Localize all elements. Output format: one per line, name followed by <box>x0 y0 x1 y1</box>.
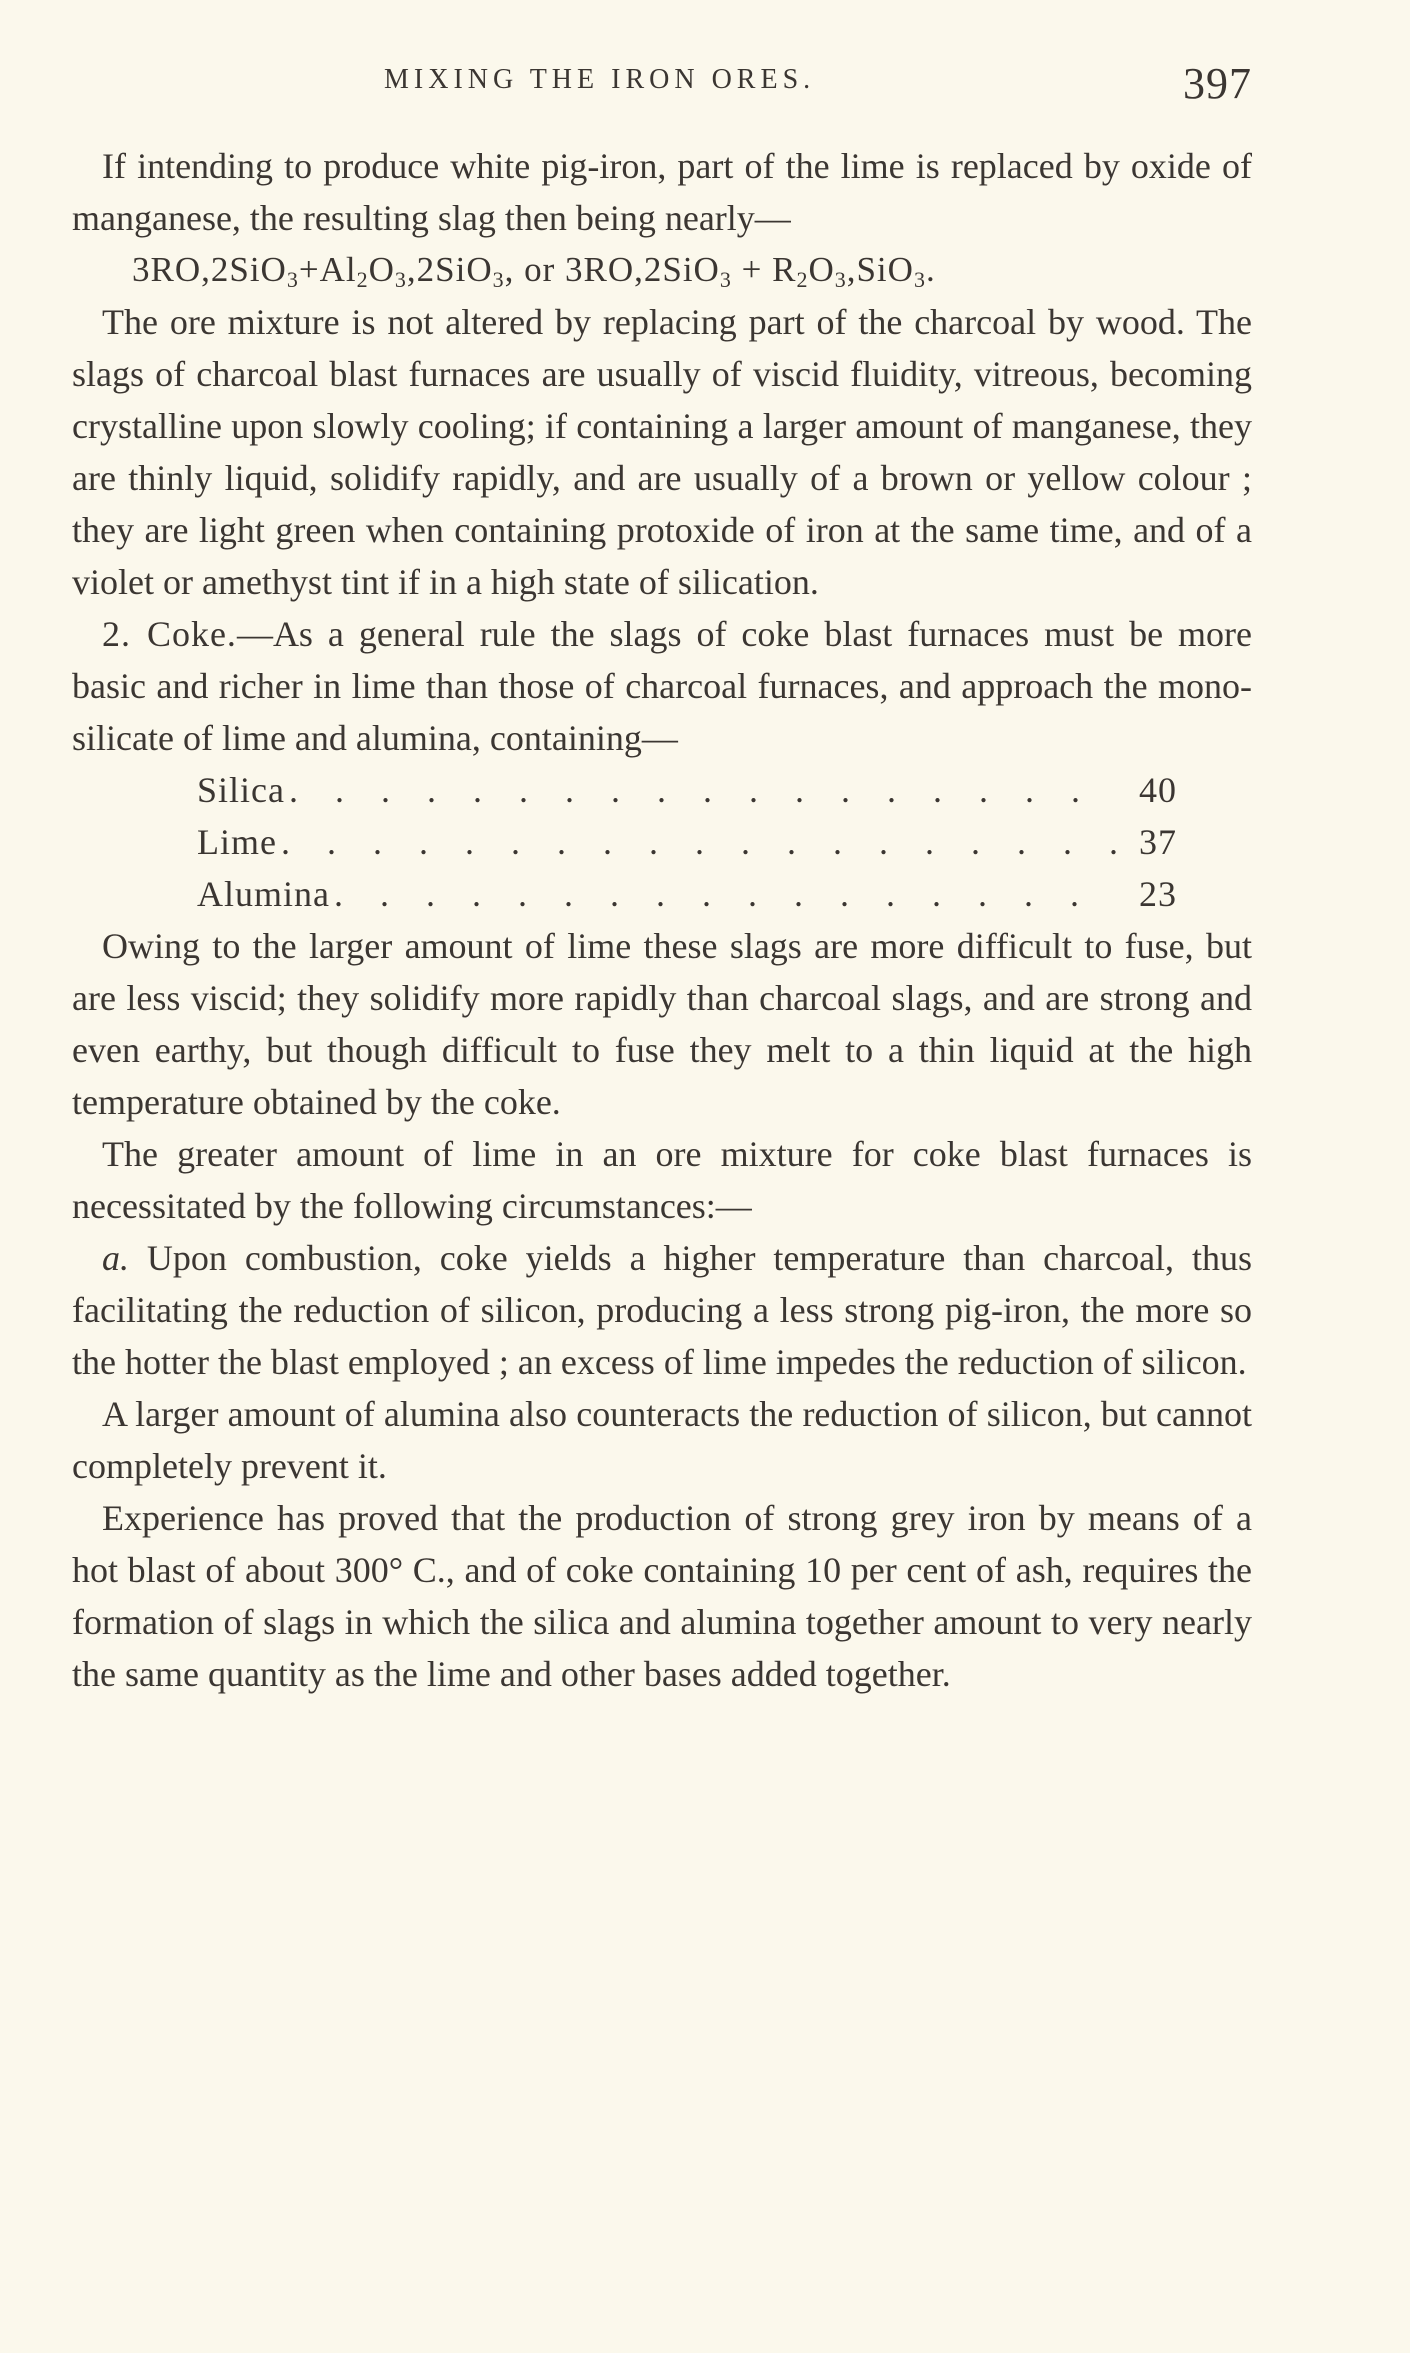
paragraph-lime-effects: Owing to the larger amount of lime these slags are more difficult to fuse, but are less viscid; they solidify more rapidly than charcoal slags, and are strong and even earthy, but though difficult to fuse they melt to a thin liquid at the high temperature obtained by the coke. <box>72 926 1252 1122</box>
page-number: 397 <box>1183 59 1252 108</box>
page-body <box>72 140 1252 1700</box>
paragraph-combustion <box>72 1232 1252 1388</box>
composition-table <box>72 764 1177 920</box>
paragraph-combustion-text: Upon combustion, coke yields a higher temperature than charcoal, thus facilitating the reduction of silicon, producing a less strong pig-iron, the more so the hotter the blast employed ; an excess of lime impedes the reduction of silicon. <box>72 1238 1252 1382</box>
composition-value: 37 <box>1139 822 1177 862</box>
composition-row-silica <box>197 764 1177 816</box>
paragraph-coke-text: —As a general rule the slags of coke blast furnaces must be more basic and richer in lime than those of charcoal furnaces, and approach the mono-silicate of lime and alumina, containing— <box>72 614 1252 758</box>
composition-row-alumina <box>197 868 1177 920</box>
leader-dots <box>285 764 1117 816</box>
leader-dots <box>277 816 1117 868</box>
paragraph-alumina: A larger amount of alumina also counteracts the reduction of silicon, but cannot completely prevent it. <box>72 1394 1252 1486</box>
paragraph-coke <box>72 608 1252 764</box>
paragraph-circumstances: The greater amount of lime in an ore mixture for coke blast furnaces is necessitated by the following circumstances:— <box>72 1134 1252 1226</box>
slag-formula: $3RO,2SiO_3+Al_2O_3,2SiO_3$, or $3RO,2SiO_3 + R_2O_3,SiO_3$. <box>132 250 936 292</box>
composition-value: 23 <box>1139 874 1177 914</box>
running-title: MIXING THE IRON ORES. <box>384 64 816 95</box>
item-marker-a: a. <box>102 1238 129 1278</box>
paragraph-white-pig-iron: If intending to produce white pig-iron, part of the lime is replaced by oxide of manganese, the resulting slag then being nearly— <box>72 146 1252 238</box>
composition-row-lime <box>197 816 1177 868</box>
composition-name: Lime <box>197 822 277 862</box>
page-header <box>72 59 1252 122</box>
composition-value: 40 <box>1139 770 1177 810</box>
paragraph-charcoal-slags: The ore mixture is not altered by replacing part of the charcoal by wood. The slags of charcoal blast furnaces are usually of viscid fluidity, vitreous, becoming crystalline upon slowly cooling; if containing a larger amount of manganese, they are thinly liquid, solidify rapidly, and are usually of a brown or yellow colour ; they are light green when containing protoxide of iron at the same time, and of a violet or amethyst tint if in a high state of silication. <box>72 302 1252 602</box>
composition-name: Silica <box>197 770 285 810</box>
leader-dots <box>330 868 1117 920</box>
paragraph-experience: Experience has proved that the production of strong grey iron by means of a hot blast of about 300° C., and of coke containing 10 per cent of ash, requires the formation of slags in which the silica and alumina together amount to very nearly the same quantity as the lime and other bases added together. <box>72 1498 1252 1694</box>
section-lead-coke: 2. Coke. <box>102 614 237 654</box>
composition-name: Alumina <box>197 874 330 914</box>
